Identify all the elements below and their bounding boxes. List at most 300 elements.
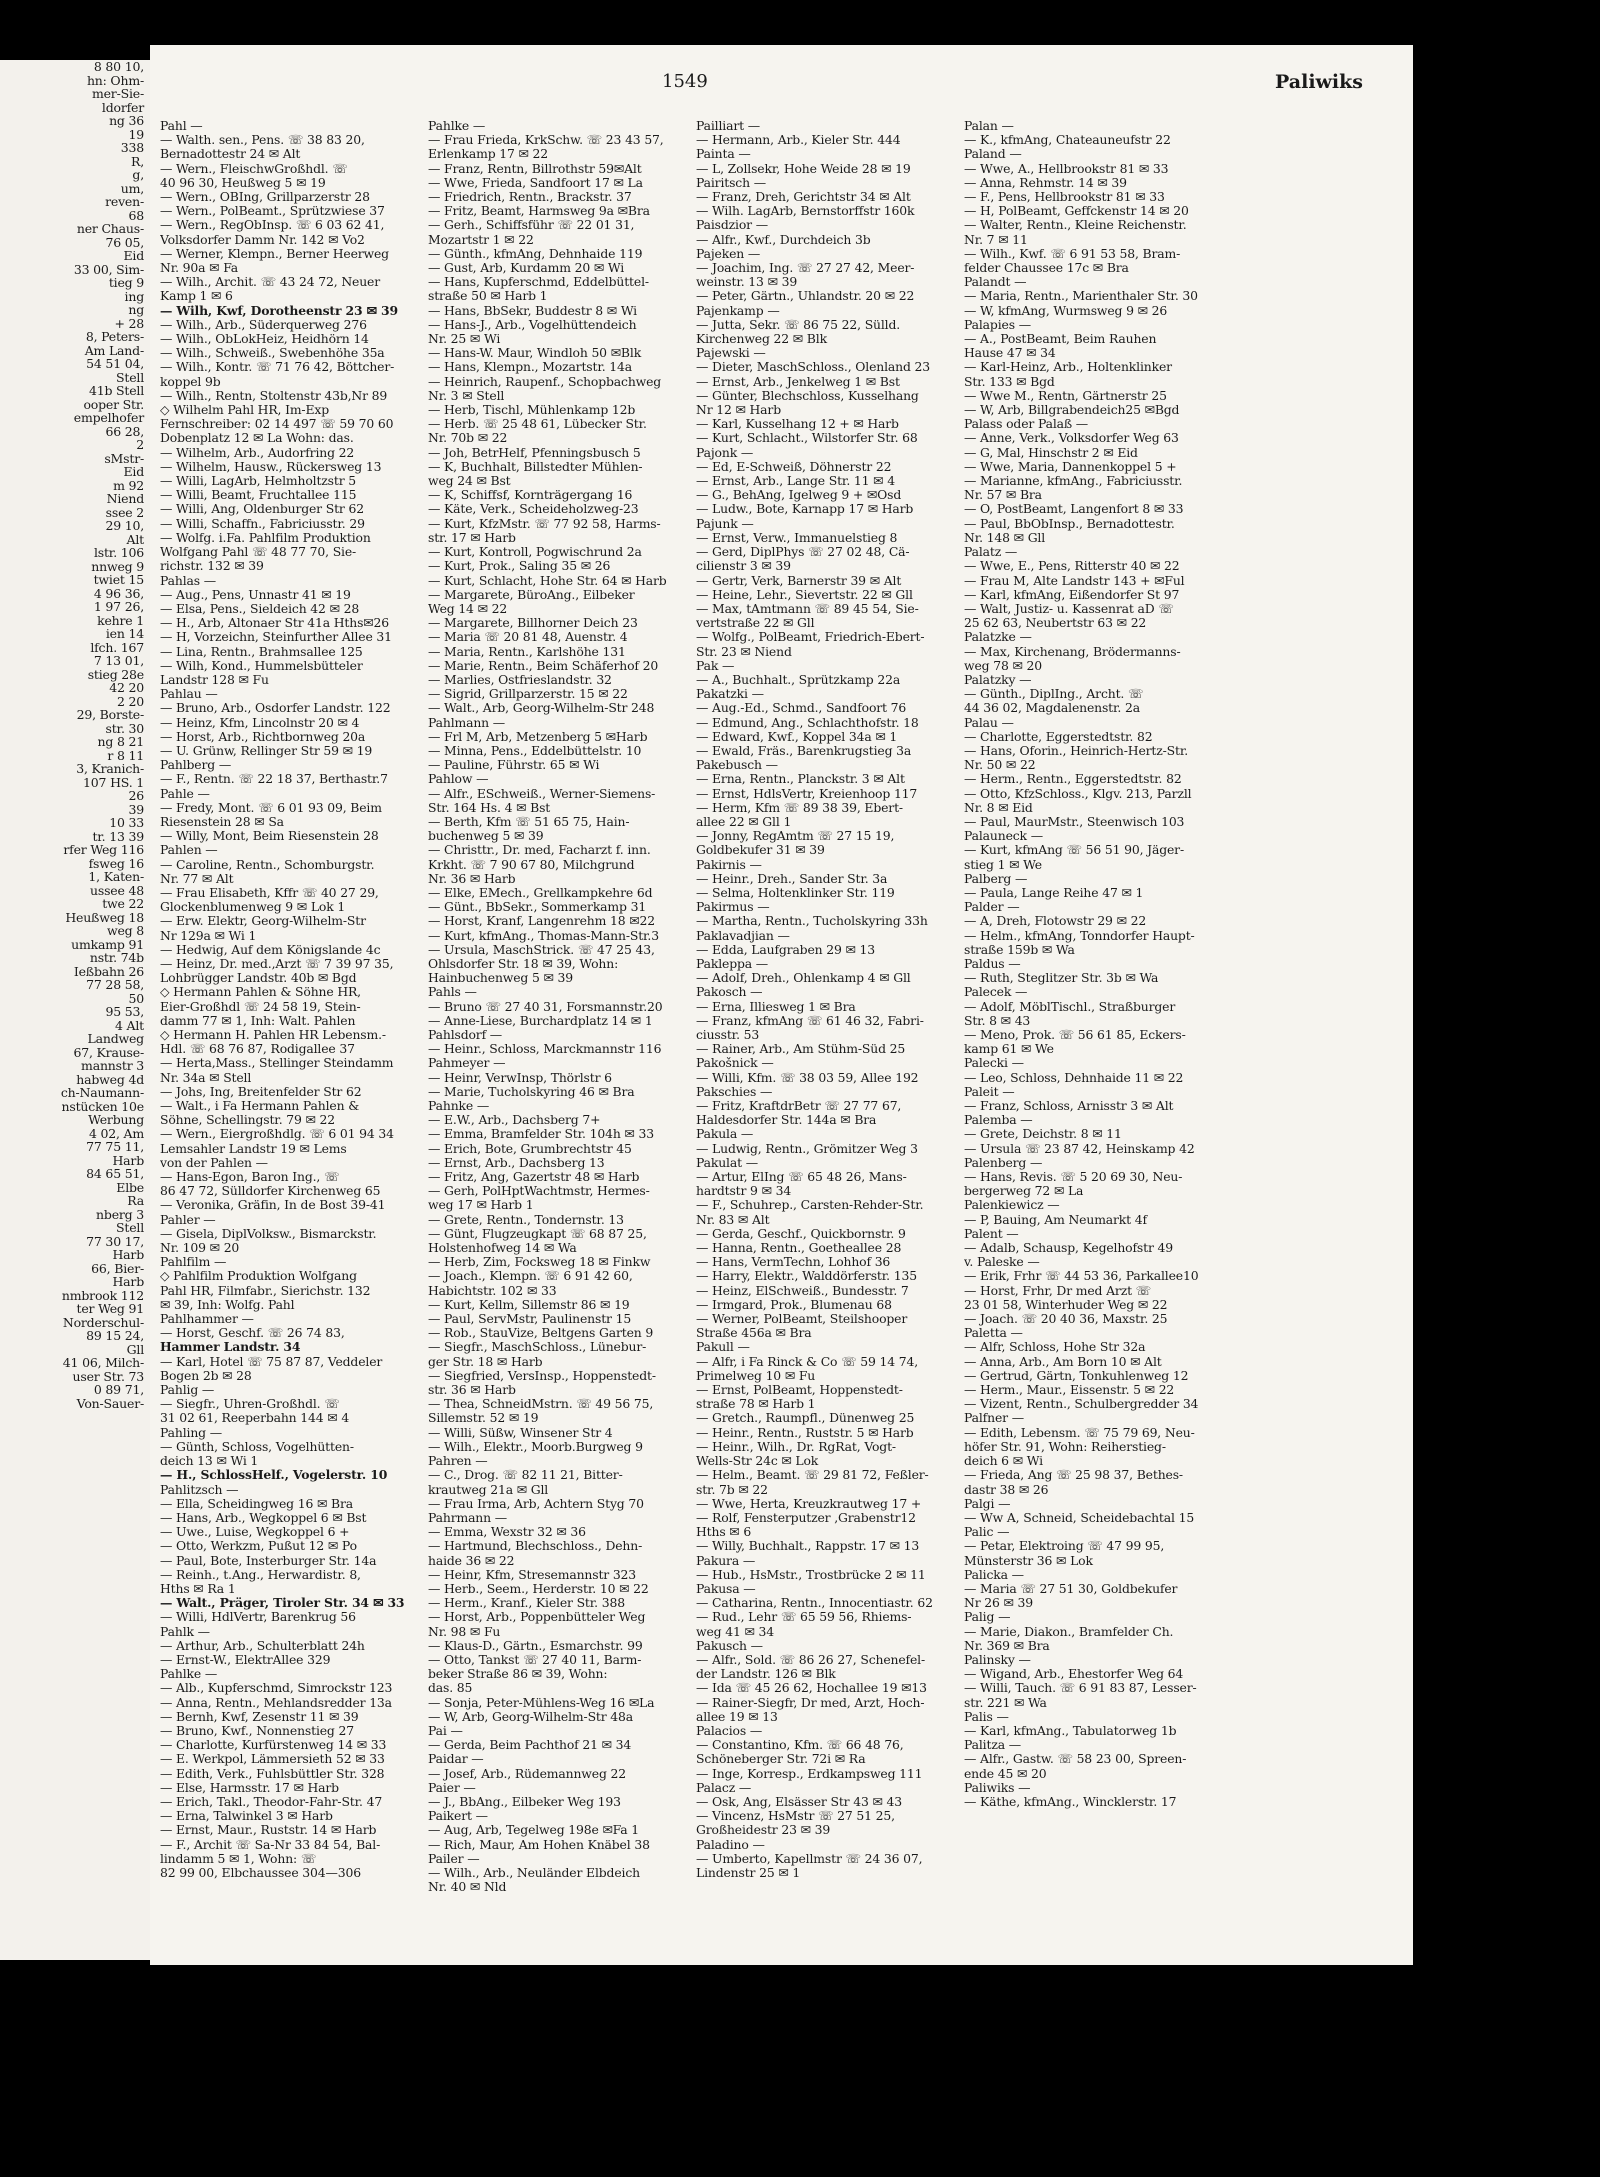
directory-entry: Nr. 3 ✉ Stell: [428, 388, 505, 403]
directory-entry: allee 19 ✉ 13: [696, 1709, 778, 1724]
directory-entry: — Bruno, Arb., Osdorfer Landstr. 122: [160, 701, 391, 716]
column-3: [696, 119, 956, 1880]
prev-page-fragment: nstr. 74b: [89, 950, 144, 965]
directory-entry: — Wilh. LagArb, Bernstorffstr 160k: [696, 204, 915, 219]
directory-entry: — Grete, Deichstr. 8 ✉ 11: [964, 1127, 1122, 1142]
directory-entry: Nr 26 ✉ 39: [964, 1596, 1033, 1611]
prev-page-fragment: ng: [128, 302, 144, 317]
surname-heading: Palecki —: [964, 1056, 1024, 1071]
surname-heading: Pailliart —: [696, 119, 760, 133]
directory-entry: dastr 38 ✉ 26: [964, 1482, 1049, 1497]
column-4: [964, 119, 1224, 1809]
directory-entry: Nr. 77 ✉ Alt: [160, 871, 234, 886]
directory-entry: — Alfr., Kwf., Durchdeich 3b: [696, 232, 871, 247]
directory-entry: — F., Rentn. ☏ 22 18 37, Berthastr.7: [160, 772, 388, 787]
directory-entry: — Martha, Rentn., Tucholskyring 33h: [696, 914, 928, 929]
directory-entry: Hdl. ☏ 68 76 87, Rodigallee 37: [160, 1042, 355, 1057]
directory-entry: 86 47 72, Sülldorfer Kirchenweg 65: [160, 1184, 381, 1199]
directory-entry: — Erna, Illiesweg 1 ✉ Bra: [696, 999, 856, 1014]
surname-heading: Palatzke —: [964, 630, 1032, 645]
directory-entry: Str. 8 ✉ 43: [964, 1013, 1031, 1028]
directory-entry: — Heinr., Dreh., Sander Str. 3a: [696, 871, 888, 886]
prev-page-fragment: mannstr 3: [81, 1058, 144, 1073]
directory-entry: das. 85: [428, 1681, 473, 1696]
directory-entry: — Paul, MaurMstr., Steenwisch 103: [964, 814, 1185, 829]
directory-entry: — Hans, Oforin., Heinrich-Hertz-Str.: [964, 743, 1189, 758]
surname-heading: Paklavadjian —: [696, 928, 790, 943]
directory-entry: — Ludw., Bote, Karnapp 17 ✉ Harb: [696, 502, 914, 517]
directory-entry: — Fritz, KraftdrBetr ☏ 27 77 67,: [696, 1099, 902, 1114]
prev-page-fragment: sMstr-: [104, 450, 144, 466]
prev-page-fragment: 7 13 01,: [93, 653, 144, 668]
directory-entry: Nr. 148 ✉ Gll: [964, 530, 1046, 545]
prev-page-fragment: 338: [120, 140, 144, 155]
directory-entry: Pahl HR, Filmfabr., Sierichstr. 132: [160, 1283, 371, 1298]
directory-entry: — Ludwig, Rentn., Grömitzer Weg 3: [696, 1141, 918, 1156]
directory-entry: — Karl, Kusselhang 12 + ✉ Harb: [696, 417, 899, 432]
surname-heading: Pahlke —: [160, 1667, 218, 1682]
directory-entry: — Herm., Rentn., Eggerstedtstr. 82: [964, 772, 1182, 787]
directory-entry: Wells-Str 24c ✉ Lok: [696, 1454, 819, 1469]
directory-entry: — Wilh., Archit. ☏ 43 24 72, Neuer: [160, 275, 380, 290]
directory-entry: — Helm., kfmAng, Tonndorfer Haupt-: [964, 928, 1195, 943]
prev-page-fragment: user Str. 73: [72, 1368, 144, 1384]
directory-entry: — Hans, Klempn., Mozartstr. 14a: [428, 360, 633, 375]
prev-page-fragment: 19: [128, 126, 144, 142]
directory-entry: Nr. 7 ✉ 11: [964, 232, 1028, 247]
directory-entry: — Rud., Lehr ☏ 65 59 56, Rhiems-: [696, 1610, 912, 1625]
directory-entry: 40 96 30, Heußweg 5 ✉ 19: [160, 175, 326, 190]
prev-page-fragment: lfch. 167: [90, 639, 144, 655]
directory-entry: Nr. 98 ✉ Fu: [428, 1624, 501, 1639]
surname-heading: Pailer —: [428, 1851, 480, 1866]
prev-page-fragment: Ießbahn 26: [73, 963, 144, 979]
directory-entry: — Maria ☏ 27 51 30, Goldbekufer: [964, 1581, 1178, 1596]
directory-entry: — Emma, Wexstr 32 ✉ 36: [428, 1525, 586, 1540]
directory-entry: — Frieda, Ang ☏ 25 98 37, Bethes-: [964, 1468, 1183, 1483]
directory-entry: — Anna, Arb., Am Born 10 ✉ Alt: [964, 1354, 1162, 1369]
directory-entry: Hths ✉ 6: [696, 1525, 752, 1540]
directory-entry: — Gerd, DiplPhys ☏ 27 02 48, Cä-: [696, 545, 910, 560]
prev-page-fragment: ooper Str.: [83, 396, 144, 412]
directory-entry: — Joh, BetrHelf, Pfenningsbusch 5: [428, 445, 641, 460]
directory-entry: Habichtstr. 102 ✉ 33: [428, 1283, 557, 1298]
directory-entry: — A., PostBeamt, Beim Rauhen: [964, 332, 1157, 347]
directory-entry: weg 24 ✉ Bst: [428, 474, 511, 489]
directory-entry: — Jonny, RegAmtm ☏ 27 15 19,: [696, 829, 895, 844]
directory-entry: — Wilh., Elektr., Moorb.Burgweg 9: [428, 1439, 643, 1454]
directory-entry: Volksdorfer Damm Nr. 142 ✉ Vo2: [160, 232, 365, 247]
directory-entry: — Heinz, ElSchweiß., Bundesstr. 7: [696, 1283, 909, 1298]
directory-entry: Hammer Landstr. 34: [160, 1340, 301, 1355]
prev-page-fragment: Werbung: [88, 1112, 144, 1127]
surname-heading: Palau —: [964, 715, 1014, 730]
prev-page-fragment: 95 53,: [105, 1004, 144, 1019]
directory-entry: — Grete, Rentn., Tondernstr. 13: [428, 1212, 624, 1227]
directory-entry: str. 17 ✉ Harb: [428, 530, 516, 545]
directory-entry: — Wern., OBIng, Grillparzerstr 28: [160, 190, 370, 205]
directory-entry: — Pauline, Führstr. 65 ✉ Wi: [428, 758, 600, 773]
directory-entry: ◇ Pahlfilm Produktion Wolfgang: [160, 1269, 357, 1284]
directory-entry: Straße 456a ✉ Bra: [696, 1326, 812, 1341]
directory-entry: — Heinrich, Raupenf., Schopbachweg: [428, 374, 662, 389]
directory-entry: — Paul, ServMstr, Paulinenstr 15: [428, 1312, 632, 1327]
directory-entry: — Walt., Arb, Georg-Wilhelm-Str 248: [428, 701, 655, 716]
directory-entry: — Hedwig, Auf dem Königslande 4c: [160, 942, 381, 957]
prev-page-fragment: tieg 9: [108, 275, 144, 290]
surname-heading: Paisdzior —: [696, 218, 768, 233]
directory-entry: — Wern., Eiergroßhdlg. ☏ 6 01 94 34: [160, 1127, 394, 1142]
surname-heading: Paliwiks —: [964, 1780, 1031, 1795]
directory-entry: 25 62 63, Neubertstr 63 ✉ 22: [964, 616, 1147, 631]
directory-entry: — Uwe., Luise, Wegkoppel 6 +: [160, 1525, 350, 1540]
directory-entry: — U. Grünw, Rellinger Str 59 ✉ 19: [160, 743, 373, 758]
prev-page-fragment: tr. 13 39: [92, 828, 144, 844]
directory-entry: Haldesdorfer Str. 144a ✉ Bra: [696, 1113, 877, 1128]
directory-entry: — Helm., Beamt. ☏ 29 81 72, Feßler-: [696, 1468, 929, 1483]
directory-entry: — Siegfried, VersInsp., Hoppenstedt-: [428, 1368, 656, 1383]
prev-page-fragment: 39: [128, 801, 144, 817]
directory-entry: Schöneberger Str. 72i ✉ Ra: [696, 1752, 866, 1767]
directory-entry: — E. Werkpol, Lämmersieth 52 ✉ 33: [160, 1752, 385, 1767]
prev-page-fragment: Am Land-: [84, 342, 144, 358]
prev-page-fragment: lstr. 106: [93, 545, 144, 560]
directory-entry: Nr. 8 ✉ Eid: [964, 800, 1033, 815]
directory-entry: — Wilh, Kond., Hummelsbütteler: [160, 658, 363, 673]
directory-entry: — Alfr, Schloss, Hohe Str 32a: [964, 1340, 1146, 1355]
prev-page-fragment: 84 65 51,: [86, 1166, 144, 1181]
directory-entry: — Gretch., Raumpfl., Dünenweg 25: [696, 1411, 915, 1426]
directory-entry: Kamp 1 ✉ 6: [160, 289, 233, 304]
directory-entry: — Max, Kirchenang, Brödermanns-: [964, 644, 1181, 659]
directory-entry: — Siegfr., MaschSchloss., Lünebur-: [428, 1340, 647, 1355]
surname-heading: Palatz —: [964, 545, 1018, 560]
directory-entry: — Fredy, Mont. ☏ 6 01 93 09, Beim: [160, 800, 382, 815]
directory-entry: koppel 9b: [160, 374, 221, 389]
directory-entry: Bernadottestr 24 ✉ Alt: [160, 147, 301, 162]
directory-page: [150, 45, 1413, 1965]
directory-entry: Nr. 57 ✉ Bra: [964, 488, 1042, 503]
surname-heading: Paldus —: [964, 956, 1021, 971]
surname-heading: Pai —: [428, 1723, 463, 1738]
surname-heading: Pahler —: [160, 1212, 216, 1227]
directory-entry: — Karl, Hotel ☏ 75 87 87, Veddeler: [160, 1354, 383, 1369]
surname-heading: Paladino —: [696, 1837, 765, 1852]
directory-entry: — Gerda, Geschf., Quickbornstr. 9: [696, 1226, 906, 1241]
directory-entry: — Kurt, Schlacht, Hohe Str. 64 ✉ Harb: [428, 573, 667, 588]
directory-entry: straße 50 ✉ Harb 1: [428, 289, 548, 304]
directory-entry: — Marlies, Ostfrieslandstr. 32: [428, 672, 612, 687]
surname-heading: Palass oder Palaß —: [964, 417, 1089, 432]
prev-page-fragment: 4 Alt: [115, 1017, 144, 1033]
prev-page-fragment: 8, Peters-: [85, 329, 144, 344]
directory-entry: — G., BehAng, Igelweg 9 + ✉Osd: [696, 488, 902, 503]
prev-page-fragment: 0 89 71,: [93, 1382, 144, 1397]
directory-entry: — Marie, Diakon., Bramfelder Ch.: [964, 1624, 1174, 1639]
surname-heading: Pakschies —: [696, 1084, 773, 1099]
directory-entry: — Wern., FleischwGroßhdl. ☏: [160, 161, 348, 176]
directory-entry: damm 77 ✉ 1, Inh: Walt. Pahlen: [160, 1013, 356, 1028]
directory-entry: — Hans, Arb., Wegkoppel 6 ✉ Bst: [160, 1510, 367, 1525]
surname-heading: Pahrmann —: [428, 1510, 507, 1525]
prev-page-fragment: weg 8: [106, 923, 144, 938]
surname-heading: Palauneck —: [964, 829, 1043, 844]
directory-entry: — Charlotte, Kurfürstenweg 14 ✉ 33: [160, 1738, 387, 1753]
directory-entry: Münsterstr 36 ✉ Lok: [964, 1553, 1093, 1568]
directory-entry: — Margarete, Billhorner Deich 23: [428, 616, 638, 631]
prev-page-fragment: nberg 3: [96, 1206, 144, 1222]
directory-entry: — F., Pens, Hellbrookstr 81 ✉ 33: [964, 190, 1165, 205]
surname-heading: Pahlmann —: [428, 715, 506, 730]
directory-entry: ✉ 39, Inh: Wolfg. Pahl: [160, 1297, 295, 1312]
directory-entry: — Erna, Talwinkel 3 ✉ Harb: [160, 1809, 333, 1824]
running-head: Paliwiks: [1275, 71, 1363, 93]
directory-entry: stieg 1 ✉ We: [964, 857, 1042, 872]
directory-entry: — Ernst, PolBeamt, Hoppenstedt-: [696, 1383, 903, 1398]
directory-entry: — Willi, Ang, Oldenburger Str 62: [160, 502, 364, 517]
directory-entry: Kirchenweg 22 ✉ Blk: [696, 332, 827, 347]
prev-page-fragment: 4 02, Am: [88, 1125, 144, 1141]
surname-heading: Palfner —: [964, 1411, 1024, 1426]
surname-heading: Paletta —: [964, 1326, 1023, 1341]
prev-page-fragment: m 92: [113, 477, 144, 493]
directory-entry: Hainbuchenweg 5 ✉ 39: [428, 971, 573, 986]
directory-entry: — Ww A, Schneid, Scheidebachtal 15: [964, 1510, 1195, 1525]
prev-page-fragment: Eid: [123, 248, 144, 263]
directory-entry: Hths ✉ Ra 1: [160, 1581, 236, 1596]
surname-heading: Palis —: [964, 1709, 1009, 1724]
prev-page-fragment: 67, Krause-: [73, 1044, 144, 1060]
directory-entry: — Günth., kfmAng, Dehnhaide 119: [428, 246, 643, 261]
prev-page-fragment: 77 75 11,: [86, 1139, 144, 1154]
directory-entry: buchenweg 5 ✉ 39: [428, 829, 544, 844]
directory-entry: — Günth., DiplIng., Archt. ☏: [964, 687, 1144, 702]
directory-entry: — Heinz, Kfm, Lincolnstr 20 ✉ 4: [160, 715, 360, 730]
surname-heading: Pakulat —: [696, 1155, 758, 1170]
directory-entry: — Rob., StauVize, Beltgens Garten 9: [428, 1326, 654, 1341]
directory-entry: Dobenplatz 12 ✉ La Wohn: das.: [160, 431, 354, 446]
prev-page-fragment: 2 20: [116, 693, 144, 709]
directory-entry: — Siegfr., Uhren-Großhdl. ☏: [160, 1397, 340, 1412]
directory-entry: — Hans-Egon, Baron Ing., ☏: [160, 1170, 340, 1185]
directory-entry: — Lina, Rentn., Brahmsallee 125: [160, 644, 363, 659]
surname-heading: Pajunk —: [696, 516, 754, 531]
surname-heading: Pahnke —: [428, 1099, 490, 1114]
directory-entry: — Heinz, Dr. med.,Arzt ☏ 7 39 97 35,: [160, 956, 394, 971]
directory-entry: Weg 14 ✉ 22: [428, 601, 508, 616]
directory-entry: — Bruno, Kwf., Nonnenstieg 27: [160, 1723, 354, 1738]
directory-entry: — Kurt, KfzMstr. ☏ 77 92 58, Harms-: [428, 516, 661, 531]
prev-page-fragment: 3, Kranich-: [76, 761, 144, 776]
prev-page-fragment: nmbrook 112: [61, 1287, 144, 1303]
directory-entry: str. 36 ✉ Harb: [428, 1383, 516, 1398]
directory-entry: — Herm, Kfm ☏ 89 38 39, Ebert-: [696, 800, 903, 815]
directory-entry: — Sonja, Peter-Mühlens-Weg 16 ✉La: [428, 1695, 655, 1710]
directory-entry: — Aug, Arb, Tegelweg 198e ✉Fa 1: [428, 1823, 640, 1838]
surname-heading: Pahlk —: [160, 1624, 210, 1639]
surname-heading: Pakatzki —: [696, 687, 764, 702]
directory-entry: — Heinr., Wilh., Dr. RgRat, Vogt-: [696, 1439, 896, 1454]
directory-entry: — Hub., HsMstr., Trostbrücke 2 ✉ 11: [696, 1567, 926, 1582]
directory-entry: kamp 61 ✉ We: [964, 1042, 1054, 1057]
prev-page-fragment: ng 8 21: [97, 734, 144, 749]
directory-entry: — Gerh, PolHptWachtmstr, Hermes-: [428, 1184, 650, 1199]
prev-page-fragment: Eid: [123, 464, 144, 479]
directory-entry: cilienstr 3 ✉ 39: [696, 559, 791, 574]
directory-entry: — A, Dreh, Flotowstr 29 ✉ 22: [964, 914, 1147, 929]
directory-entry: Nr. 70b ✉ 22: [428, 431, 508, 446]
surname-heading: Paland —: [964, 147, 1022, 162]
prev-page-fragment: Heußweg 18: [65, 909, 144, 925]
directory-entry: — Willi, Schaffn., Fabriciusstr. 29: [160, 516, 365, 531]
directory-entry: — Wilh., Kontr. ☏ 71 76 42, Böttcher-: [160, 360, 395, 375]
surname-heading: Pajeken —: [696, 246, 761, 261]
directory-entry: — Peter, Gärtn., Uhlandstr. 20 ✉ 22: [696, 289, 915, 304]
directory-entry: allee 22 ✉ Gll 1: [696, 814, 792, 829]
directory-entry: — Kurt, kfmAng ☏ 56 51 90, Jäger-: [964, 843, 1184, 858]
directory-entry: — Wern., RegObInsp. ☏ 6 03 62 41,: [160, 218, 385, 233]
directory-entry: richstr. 132 ✉ 39: [160, 559, 264, 574]
directory-entry: — Marie, Tucholskyring 46 ✉ Bra: [428, 1084, 635, 1099]
prev-page-fragment: twe 22: [102, 896, 144, 911]
directory-entry: — Hartmund, Blechschloss., Dehn-: [428, 1539, 643, 1554]
prev-page-fragment: Harb: [112, 1152, 144, 1168]
directory-entry: — O, PostBeamt, Langenfort 8 ✉ 33: [964, 502, 1184, 517]
surname-heading: Pahling —: [160, 1425, 222, 1440]
surname-heading: Pahlhammer —: [160, 1312, 254, 1327]
directory-entry: — K., kfmAng, Chateauneufstr 22: [964, 133, 1171, 148]
surname-heading: Pak —: [696, 658, 735, 673]
directory-entry: — Maria, Rentn., Karlshöhe 131: [428, 644, 626, 659]
directory-entry: — Karl-Heinz, Arb., Holtenklinker: [964, 360, 1172, 375]
directory-entry: — Frau Elisabeth, Kffr ☏ 40 27 29,: [160, 885, 379, 900]
directory-entry: — Thea, SchneidMstrn. ☏ 49 56 75,: [428, 1397, 654, 1412]
directory-entry: — Arthur, Arb., Schulterblatt 24h: [160, 1638, 365, 1653]
directory-entry: — Werner, Klempn., Berner Heerweg: [160, 246, 389, 261]
directory-entry: — Ernst, Maur., Ruststr. 14 ✉ Harb: [160, 1823, 377, 1838]
directory-entry: — Otto, Werkzm, Pußut 12 ✉ Po: [160, 1539, 357, 1554]
prev-page-fragment: 29 10,: [105, 518, 144, 533]
surname-heading: Palapies —: [964, 317, 1031, 332]
directory-entry: — Erna, Rentn., Planckstr. 3 ✉ Alt: [696, 772, 905, 787]
directory-entry: — Bruno ☏ 27 40 31, Forsmannstr.20: [428, 999, 663, 1014]
surname-heading: Palan —: [964, 119, 1014, 133]
directory-entry: — Ernst, Arb., Jenkelweg 1 ✉ Bst: [696, 374, 900, 389]
directory-entry: — Max, tAmtmann ☏ 89 45 54, Sie-: [696, 601, 919, 616]
directory-entry: Fernschreiber: 02 14 497 ☏ 59 70 60: [160, 417, 394, 432]
directory-entry: Str. 133 ✉ Bgd: [964, 374, 1055, 389]
directory-entry: Holstenhofweg 14 ✉ Wa: [428, 1241, 577, 1256]
surname-heading: Palinsky —: [964, 1652, 1031, 1667]
directory-entry: — Wilh., ObLokHeiz, Heidhörn 14: [160, 332, 369, 347]
directory-entry: — H, Vorzeichn, Steinfurther Allee 31: [160, 630, 392, 645]
directory-entry: Mozartstr 1 ✉ 22: [428, 232, 534, 247]
prev-page-fragment: kehre 1: [97, 612, 144, 628]
directory-entry: — Rainer-Siegfr, Dr med, Arzt, Hoch-: [696, 1695, 925, 1710]
surname-heading: Pahlke —: [428, 119, 486, 133]
prev-page-fragment: um,: [120, 180, 144, 196]
directory-entry: Eier-Großhdl ☏ 24 58 19, Stein-: [160, 999, 361, 1014]
directory-entry: Nr. 40 ✉ Nld: [428, 1880, 507, 1895]
directory-entry: weg 78 ✉ 20: [964, 658, 1042, 673]
directory-entry: — Aug.-Ed., Schmd., Sandfoort 76: [696, 701, 907, 716]
page-header: [150, 67, 1413, 97]
surname-heading: Pahren —: [428, 1454, 488, 1469]
directory-entry: — Gerh., Schiffsführ ☏ 22 01 31,: [428, 218, 635, 233]
directory-entry: — Jutta, Sekr. ☏ 86 75 22, Sülld.: [696, 317, 901, 332]
directory-entry: bergerweg 72 ✉ La: [964, 1184, 1084, 1199]
directory-entry: — Herb., Seem., Herderstr. 10 ✉ 22: [428, 1581, 649, 1596]
directory-entry: — Marie, Rentn., Beim Schäferhof 20: [428, 658, 659, 673]
directory-entry: Erlenkamp 17 ✉ 22: [428, 147, 549, 162]
directory-entry: — Wilh., Arb., Süderquerweg 276: [160, 317, 367, 332]
directory-entry: — Willi, Kfm. ☏ 38 03 59, Allee 192: [696, 1070, 919, 1085]
surname-heading: von der Pahlen —: [160, 1155, 268, 1170]
directory-entry: — Hans, Kupferschmd, Eddelbüttel-: [428, 275, 649, 290]
directory-entry: — Gertrud, Gärtn, Tonkuhlenweg 12: [964, 1368, 1189, 1383]
directory-entry: — Walt., Präger, Tiroler Str. 34 ✉ 33: [160, 1596, 405, 1611]
prev-page-fragment: 66 28,: [105, 423, 144, 439]
directory-entry: — Ernst, Arb., Lange Str. 11 ✉ 4: [696, 474, 895, 489]
directory-entry: 31 02 61, Reeperbahn 144 ✉ 4: [160, 1411, 350, 1426]
surname-heading: Pairitsch —: [696, 175, 766, 190]
prev-page-fragment: stieg 28e: [87, 666, 144, 682]
surname-heading: Pahmeyer —: [428, 1056, 506, 1071]
directory-entry: — Ella, Scheidingweg 16 ✉ Bra: [160, 1496, 353, 1511]
directory-entry: Hause 47 ✉ 34: [964, 346, 1056, 361]
surname-heading: Palig —: [964, 1610, 1011, 1625]
prev-page-fragment: 50: [128, 990, 144, 1006]
directory-entry: — P, Bauing, Am Neumarkt 4f: [964, 1212, 1147, 1227]
directory-entry: ende 45 ✉ 20: [964, 1766, 1047, 1781]
prev-page-fragment: nstücken 10e: [61, 1098, 144, 1114]
directory-entry: — Heinr., Rentn., Ruststr. 5 ✉ Harb: [696, 1425, 914, 1440]
prev-page-fragment: 2: [136, 437, 144, 452]
prev-page-fragment: 54 51 04,: [86, 356, 144, 371]
directory-entry: 44 36 02, Magdalenenstr. 2a: [964, 701, 1140, 716]
directory-entry: — Rich, Maur, Am Hohen Knäbel 38: [428, 1837, 650, 1852]
directory-entry: — Rolf, Fensterputzer ,Grabenstr12: [696, 1510, 916, 1525]
directory-entry: Lemsahler Landstr 19 ✉ Lems: [160, 1141, 347, 1156]
directory-entry: — Heine, Lehr., Sievertstr. 22 ✉ Gll: [696, 587, 913, 602]
directory-entry: — Walter, Rentn., Kleine Reichenstr.: [964, 218, 1187, 233]
directory-entry: — Herb. ☏ 25 48 61, Lübecker Str.: [428, 417, 647, 432]
surname-heading: Pajenkamp —: [696, 303, 780, 318]
surname-heading: Palicka —: [964, 1567, 1024, 1582]
prev-page-fragment: hn: Ohm-: [86, 72, 144, 88]
prev-page-fragment: Harb: [112, 1274, 144, 1289]
surname-heading: Palemba —: [964, 1113, 1033, 1128]
directory-entry: — Hans, BbSekr, Buddestr 8 ✉ Wi: [428, 303, 637, 318]
directory-entry: — Gertr, Verk, Barnerstr 39 ✉ Alt: [696, 573, 902, 588]
directory-entry: Söhne, Schellingstr. 79 ✉ 22: [160, 1113, 336, 1128]
directory-entry: — Kurt, Kontroll, Pogwischrund 2a: [428, 545, 642, 560]
directory-entry: — Wwe, A., Hellbrookstr 81 ✉ 33: [964, 161, 1169, 176]
directory-entry: Primelweg 10 ✉ Fu: [696, 1368, 816, 1383]
directory-entry: — Günt., BbSekr., Sommerkamp 31: [428, 900, 647, 915]
prev-page-fragment: 10 33: [109, 815, 144, 830]
directory-entry: Nr. 25 ✉ Wi: [428, 332, 501, 347]
directory-entry: — Frau Frieda, KrkSchw. ☏ 23 43 57,: [428, 133, 664, 148]
surname-heading: Pakirnis —: [696, 857, 762, 872]
directory-entry: — Paula, Lange Reihe 47 ✉ 1: [964, 885, 1144, 900]
surname-heading: Pakusa —: [696, 1581, 756, 1596]
directory-entry: — Inge, Korresp., Erdkampsweg 111: [696, 1766, 923, 1781]
surname-heading: Pakura —: [696, 1553, 756, 1568]
surname-heading: Palent —: [964, 1226, 1019, 1241]
prev-page-fragment: 68: [128, 207, 144, 223]
directory-entry: — Hans-J., Arb., Vogelhüttendeich: [428, 317, 637, 332]
